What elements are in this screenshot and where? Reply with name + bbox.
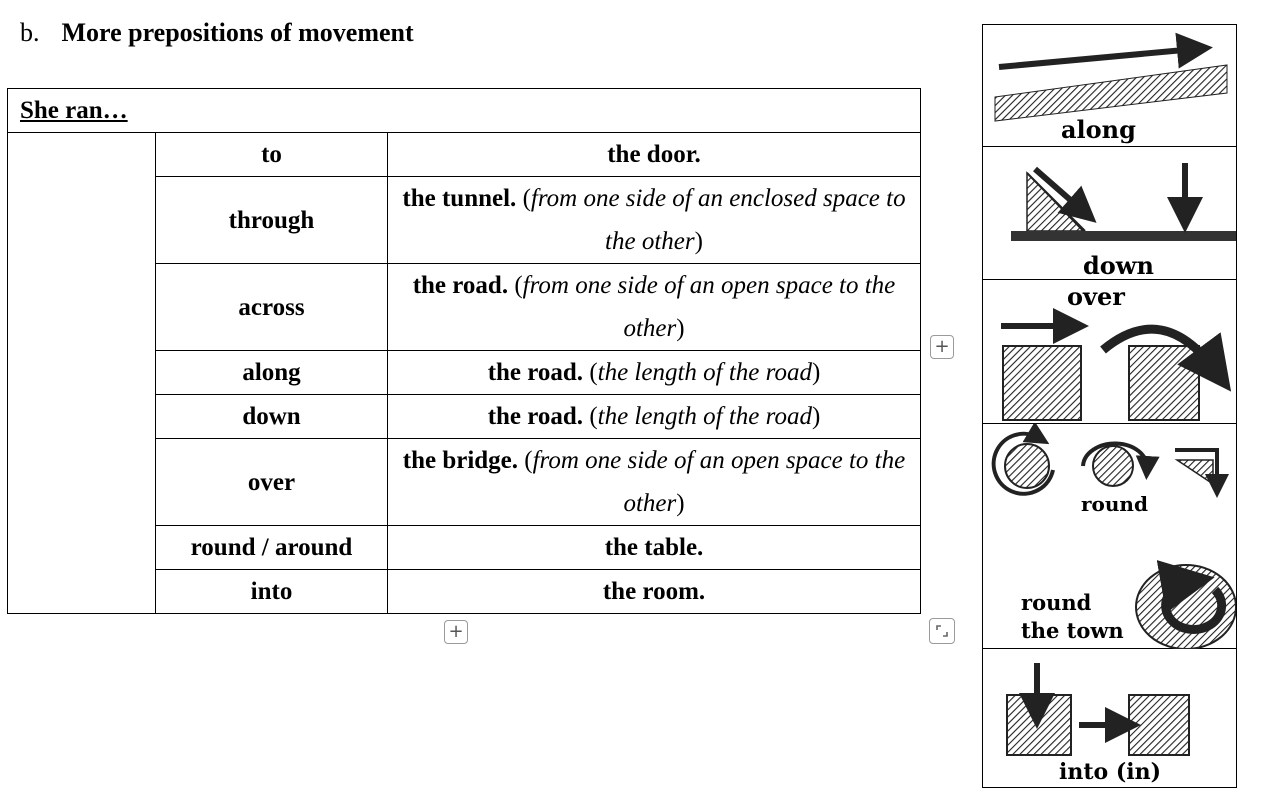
object-cell[interactable]: the road. (the length of the road) (388, 351, 921, 395)
object-cell[interactable]: the bridge. (from one side of an open space to the other) (388, 439, 921, 526)
preposition-cell[interactable]: over (156, 439, 388, 526)
round-the-town-label: the town (1021, 618, 1124, 643)
table-header-cell[interactable] (8, 89, 921, 133)
object-text: the road. (412, 272, 509, 299)
plus-icon: + (934, 336, 950, 357)
preposition-cell[interactable]: into (156, 570, 388, 614)
into-illustration (983, 649, 1236, 789)
illustrations-panel (982, 24, 1237, 788)
object-text: the table. (604, 534, 704, 561)
over-illustration (983, 280, 1236, 424)
prepositions-table (7, 88, 921, 614)
object-text: the bridge. (402, 447, 519, 474)
over-arrow-icon (983, 280, 1236, 424)
preposition-cell[interactable]: along (156, 351, 388, 395)
along-label: along (1061, 115, 1136, 144)
round-illustration (983, 424, 1236, 649)
table-header-text: She ran… (20, 97, 128, 124)
add-column-button[interactable] (930, 335, 954, 359)
plus-icon: + (448, 621, 464, 642)
object-cell[interactable] (388, 570, 921, 614)
object-cell[interactable] (388, 526, 921, 570)
blank-subject-cell[interactable] (8, 133, 156, 614)
object-note: the length of the road (597, 359, 812, 386)
section-heading (20, 18, 414, 48)
into-label: into (in) (1059, 759, 1162, 785)
object-note: the length of the road (597, 403, 812, 430)
table-header-row (8, 89, 921, 133)
preposition-cell[interactable]: across (156, 264, 388, 351)
object-note: from one side of an open space to the other (522, 272, 896, 342)
object-text: the tunnel. (402, 185, 517, 212)
section-title: More prepositions of movement (61, 18, 414, 47)
over-label: over (1067, 282, 1125, 311)
object-text: the road. (487, 359, 584, 386)
round-arrow-icon (983, 424, 1236, 649)
object-note: from one side of an open space to the other (532, 447, 906, 517)
object-cell[interactable]: the road. (the length of the road) (388, 395, 921, 439)
add-row-button[interactable] (444, 620, 468, 644)
down-label: down (1083, 251, 1154, 280)
down-illustration (983, 147, 1236, 280)
object-text: the room. (602, 578, 706, 605)
resize-corner-icon (935, 624, 949, 638)
round-the-town-label: round (1021, 590, 1092, 615)
along-illustration (983, 25, 1236, 147)
table-row (8, 133, 921, 177)
object-cell[interactable]: the tunnel. (from one side of an enclosed space to the other) (388, 177, 921, 264)
object-cell[interactable] (388, 133, 921, 177)
preposition-cell[interactable]: through (156, 177, 388, 264)
object-cell[interactable]: the road. (from one side of an open space to the other) (388, 264, 921, 351)
preposition-cell[interactable]: to (156, 133, 388, 177)
round-label: round (1081, 492, 1148, 516)
table-resize-handle[interactable] (929, 618, 955, 644)
preposition-cell[interactable]: round / around (156, 526, 388, 570)
section-letter: b. (20, 18, 40, 47)
object-text: the road. (487, 403, 584, 430)
object-text: the door. (607, 141, 701, 168)
object-note: from one side of an enclosed space to the other (530, 185, 906, 255)
preposition-cell[interactable]: down (156, 395, 388, 439)
